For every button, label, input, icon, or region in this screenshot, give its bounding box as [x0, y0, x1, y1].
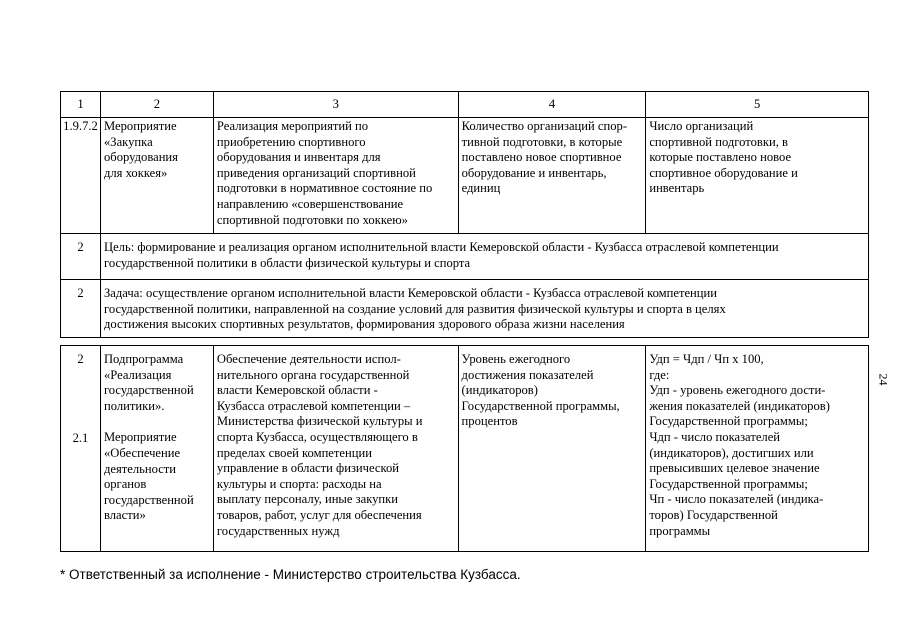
- indicator-formula: Удп = Чдп / Чп х 100, где: Удп - уровень ежегодного дости- жения показателей (индикаторов) Государственной программы; Чдп - число показателей (индикаторов), достигших или превысивших целевое значение Государственной программы; Чп - число показателей (индика- торов) Государственной программы: [646, 346, 869, 552]
- measure-name-cell: [100, 346, 213, 552]
- row-number: 2: [77, 352, 84, 366]
- row-number-cell: [61, 346, 101, 552]
- page-number: 24: [876, 373, 891, 386]
- header-cell: 3: [213, 92, 458, 118]
- measure-description: Реализация мероприятий по приобретению спортивного оборудования и инвентаря для приведения организаций спортивной подготовки в нормативное состояние по направлению «совершенствование спортивной подготовки по хоккею»: [213, 118, 458, 234]
- row-number: 2.1: [72, 430, 89, 445]
- indicator-name: Уровень ежегодного достижения показателей (индикаторов) Государственной программы, процентов: [458, 346, 646, 552]
- indicator-formula: Число организаций спортивной подготовки, в которые поставлено новое спортивное оборудование и инвентарь: [646, 118, 869, 234]
- table-header-row: [61, 92, 869, 118]
- row-number: 1.9.7.2: [61, 118, 101, 234]
- goal-row: [61, 234, 869, 280]
- row-number: 2: [61, 234, 101, 280]
- measure-name: Мероприятие «Закупка оборудования для хоккея»: [100, 118, 213, 234]
- goal-text: Цель: формирование и реализация органом исполнительной власти Кемеровской области - Кузбасса отраслевой компетенции государственной политики в области физической культуры и спорта: [100, 234, 868, 280]
- table-row: [61, 346, 869, 552]
- task-row: [61, 280, 869, 338]
- header-cell: 5: [646, 92, 869, 118]
- task-text: Задача: осуществление органом исполнительной власти Кемеровской области - Кузбасса отраслевой компетенции государственной политики, направленной на создание условий для развития физической культуры и спорта в целях достижения высоких спортивных результатов, формирования здорового образа жизни населения: [100, 280, 868, 338]
- indicator-name: Количество организаций спор- тивной подготовки, в которые поставлено новое спортивное оборудование и инвентарь, единиц: [458, 118, 646, 234]
- program-table-part2: [60, 345, 869, 552]
- header-cell: 2: [100, 92, 213, 118]
- program-table: [60, 91, 869, 338]
- footnote: * Ответственный за исполнение - Министерство строительства Кузбасса.: [60, 567, 521, 582]
- measure-description: Обеспечение деятельности испол- нительного органа государственной власти Кемеровской области - Кузбасса отраслевой компетенции – Министерства физической культуры и спорта Кузбасса, осуществляющего в пределах своей компетенции управление в области физической культуры и спорта: расходы на выплату персоналу, иные закупки товаров, работ, услуг для обеспечения государственных нужд: [213, 346, 458, 552]
- header-cell: 1: [61, 92, 101, 118]
- subprogram-name: Подпрограмма «Реализация государственной политики».: [103, 352, 194, 413]
- measure-name: Мероприятие «Обеспечение деятельности органов государственной власти»: [103, 430, 194, 523]
- header-cell: 4: [458, 92, 646, 118]
- table-row: [61, 118, 869, 234]
- row-number: 2: [61, 280, 101, 338]
